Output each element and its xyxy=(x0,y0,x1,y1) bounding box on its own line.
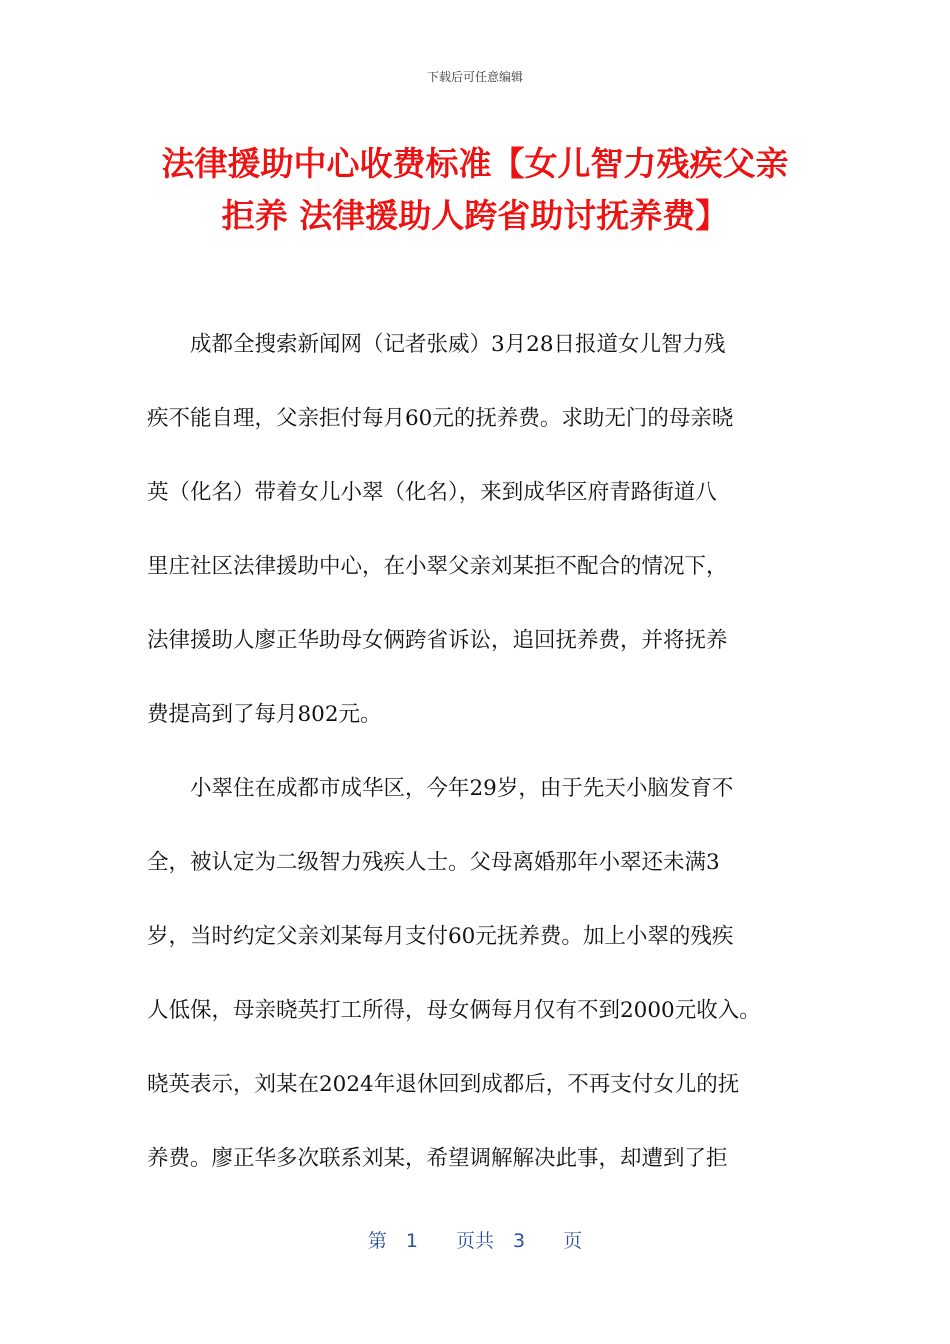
body-line: 成都全搜索新闻网（记者张威）3月28日报道女儿智力残 xyxy=(147,332,726,357)
body-line: 费提高到了每月802元。 xyxy=(147,702,382,727)
body-line: 疾不能自理，父亲拒付每月60元的抚养费。求助无门的母亲晓 xyxy=(147,406,734,431)
body-line: 养费。廖正华多次联系刘某，希望调解解决此事，却遭到了拒 xyxy=(147,1146,728,1171)
title-line-1: 法律援助中心收费标准【女儿智力残疾父亲 xyxy=(161,144,789,183)
page-number-footer: 第 1 页共 3 页 xyxy=(367,1230,583,1252)
body-line: 里庄社区法律援助中心，在小翠父亲刘某拒不配合的情况下， xyxy=(147,554,728,579)
body-line: 岁，当时约定父亲刘某每月支付60元抚养费。加上小翠的残疾 xyxy=(147,924,734,949)
header-note: 下载后可任意编辑 xyxy=(426,70,523,84)
article-body xyxy=(147,321,819,1209)
document-title xyxy=(120,138,830,242)
title-line-2: 拒养 法律援助人跨省助讨抚养费】 xyxy=(221,196,729,235)
body-line: 晓英表示，刘某在2024年退休回到成都后，不再支付女儿的抚 xyxy=(147,1072,740,1097)
body-line: 英（化名）带着女儿小翠（化名），来到成华区府青路街道八 xyxy=(147,480,717,505)
body-line: 法律援助人廖正华助母女俩跨省诉讼，追回抚养费，并将抚养 xyxy=(147,628,728,653)
body-line: 全，被认定为二级智力残疾人士。父母离婚那年小翠还未满3 xyxy=(147,850,720,875)
body-line: 小翠住在成都市成华区，今年29岁，由于先天小脑发育不 xyxy=(147,776,734,801)
body-line: 人低保，母亲晓英打工所得，母女俩每月仅有不到2000元收入。 xyxy=(147,998,761,1023)
